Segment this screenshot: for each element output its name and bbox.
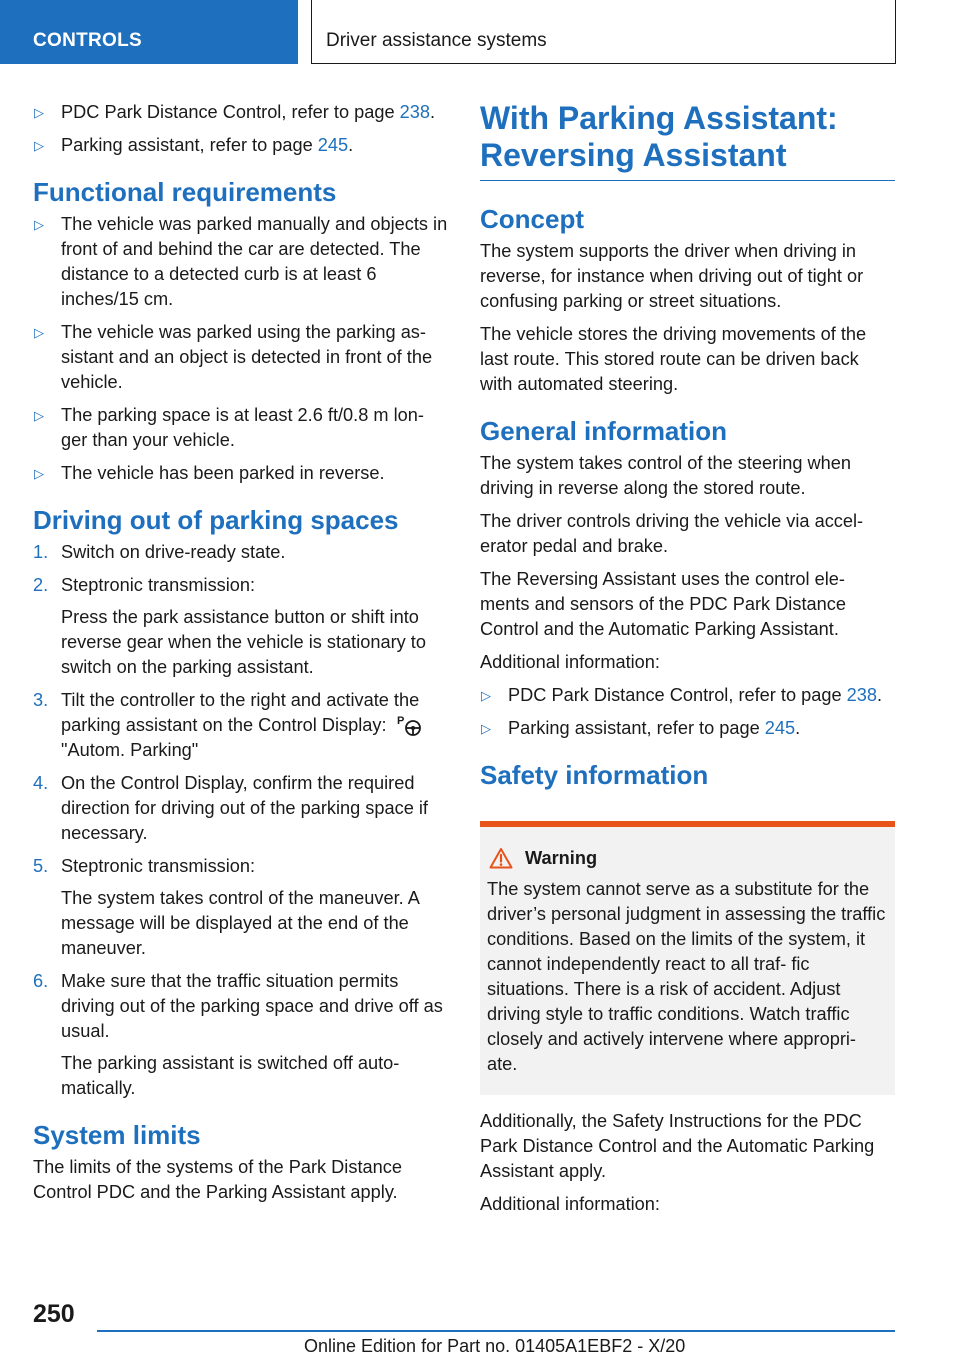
page-header xyxy=(0,0,960,66)
step-number: 4. xyxy=(33,773,49,793)
list-item: ▷ The vehicle has been parked in reverse. xyxy=(33,461,448,486)
functional-requirements-heading: Functional requirements xyxy=(33,177,337,207)
list-item: ▷ Parking assistant, refer to page 245. xyxy=(480,716,895,741)
triangle-bullet-icon: ▷ xyxy=(34,217,44,232)
paragraph: Additional information: xyxy=(480,1194,660,1214)
step-item: 4. On the Control Display, confirm the required direction for driving out of the parking space if necessary. xyxy=(33,773,428,843)
warning-text: The system cannot serve as a substitute for the driver’s personal judgment in assessing the traffic conditions. Based on the limits of the system, it cannot independently react to all traf‐ fic situations. There is a risk of accident. Adjust driving style to traffic conditions. Watch traffic closely and actively intervene where appropri‐ ate. xyxy=(487,879,886,1074)
page-number: 250 xyxy=(33,1300,75,1328)
page-link[interactable]: 238 xyxy=(399,102,430,122)
step-number: 1. xyxy=(33,542,49,562)
triangle-bullet-icon: ▷ xyxy=(34,325,44,340)
section-label: CONTROLS xyxy=(0,0,298,64)
safety-information-heading: Safety information xyxy=(480,760,709,790)
list-item: ▷ The parking space is at least 2.6 ft/0.8 m lon‐ ger than your vehicle. xyxy=(34,405,424,450)
warning-triangle-icon xyxy=(489,847,513,869)
edition-note: Online Edition for Part no. 01405A1EBF2 - X/20 xyxy=(304,1336,686,1356)
concept-heading: Concept xyxy=(480,204,584,234)
paragraph: Additionally, the Safety Instructions for the PDC Park Distance Control and the Automatic Parking Assistant apply. xyxy=(480,1111,875,1181)
system-limits-text: The limits of the systems of the Park Distance Control PDC and the Parking Assistant apply. xyxy=(33,1157,402,1202)
warning-header xyxy=(487,847,889,869)
step-item: 3. Tilt the controller to the right and activate the parking assistant on the Control Display: P "Autom. Parking" xyxy=(33,688,448,763)
step-item: 1. Switch on drive-ready state. xyxy=(33,540,448,565)
list-item: ▷ PDC Park Distance Control, refer to page 238. xyxy=(480,683,895,708)
warning-box xyxy=(480,821,895,1095)
triangle-bullet-icon: ▷ xyxy=(481,688,491,703)
list-item: ▷ PDC Park Distance Control, refer to page 238. xyxy=(33,100,448,125)
chapter-title: Driver assistance systems xyxy=(311,0,896,64)
page-link[interactable]: 245 xyxy=(317,135,349,155)
paragraph: The system takes control of the steering when driving in reverse along the stored route. xyxy=(480,453,852,498)
step-number: 2. xyxy=(33,575,49,595)
driving-out-heading: Driving out of parking spaces xyxy=(33,505,399,535)
paragraph: The vehicle stores the driving movements of the last route. This stored route can be driven back with automated steering. xyxy=(480,324,867,394)
footer-divider xyxy=(97,1330,895,1332)
system-limits-heading: System limits xyxy=(33,1120,201,1150)
paragraph: The system supports the driver when driving in reverse, for instance when driving out of tight or confusing parking or street situations. xyxy=(480,241,864,311)
step-number: 6. xyxy=(33,971,49,991)
left-column xyxy=(33,100,448,1213)
general-information-heading: General information xyxy=(480,416,728,446)
parking-steering-icon xyxy=(396,713,426,737)
right-column xyxy=(480,100,895,1225)
triangle-bullet-icon: ▷ xyxy=(34,466,44,481)
paragraph: The Reversing Assistant uses the control ele‐ ments and sensors of the PDC Park Distance Control and the Automatic Parking Assistant. xyxy=(480,569,846,639)
paragraph: The driver controls driving the vehicle via accel‐ erator pedal and brake. xyxy=(480,511,864,556)
step-item: 6. Make sure that the traffic situation permits driving out of the parking space and drive off as usual. The parking assistant is switched off auto‐ matically. xyxy=(33,971,443,1098)
paragraph: Additional information: xyxy=(480,652,660,672)
step-number: 5. xyxy=(33,856,49,876)
svg-text:P: P xyxy=(396,715,404,727)
step-number: 3. xyxy=(33,690,49,710)
triangle-bullet-icon: ▷ xyxy=(34,105,44,120)
warning-label: Warning xyxy=(525,847,598,868)
step-item: 2. Steptronic transmission: Press the park assistance button or shift into reverse gear when the vehicle is stationary to switch on the parking assistant. xyxy=(33,575,426,677)
list-item: ▷ The vehicle was parked using the parking as‐ sistant and an object is detected in front of the vehicle. xyxy=(34,322,433,392)
step-item: 5. Steptronic transmission: The system takes control of the maneuver. A message will be displayed at the end of the maneuver. xyxy=(33,856,419,958)
triangle-bullet-icon: ▷ xyxy=(34,408,44,423)
page-link[interactable]: 238 xyxy=(846,685,877,705)
list-item: ▷ The vehicle was parked manually and objects in front of and behind the car are detected. The distance to a detected curb is at least 6 inches/15 cm. xyxy=(34,214,448,309)
list-item: ▷ Parking assistant, refer to page 245. xyxy=(33,133,448,158)
section-title: With Parking Assistant: Reversing Assistant xyxy=(480,100,895,181)
triangle-bullet-icon: ▷ xyxy=(481,721,491,736)
page-link[interactable]: 245 xyxy=(764,718,796,738)
triangle-bullet-icon: ▷ xyxy=(34,138,44,153)
